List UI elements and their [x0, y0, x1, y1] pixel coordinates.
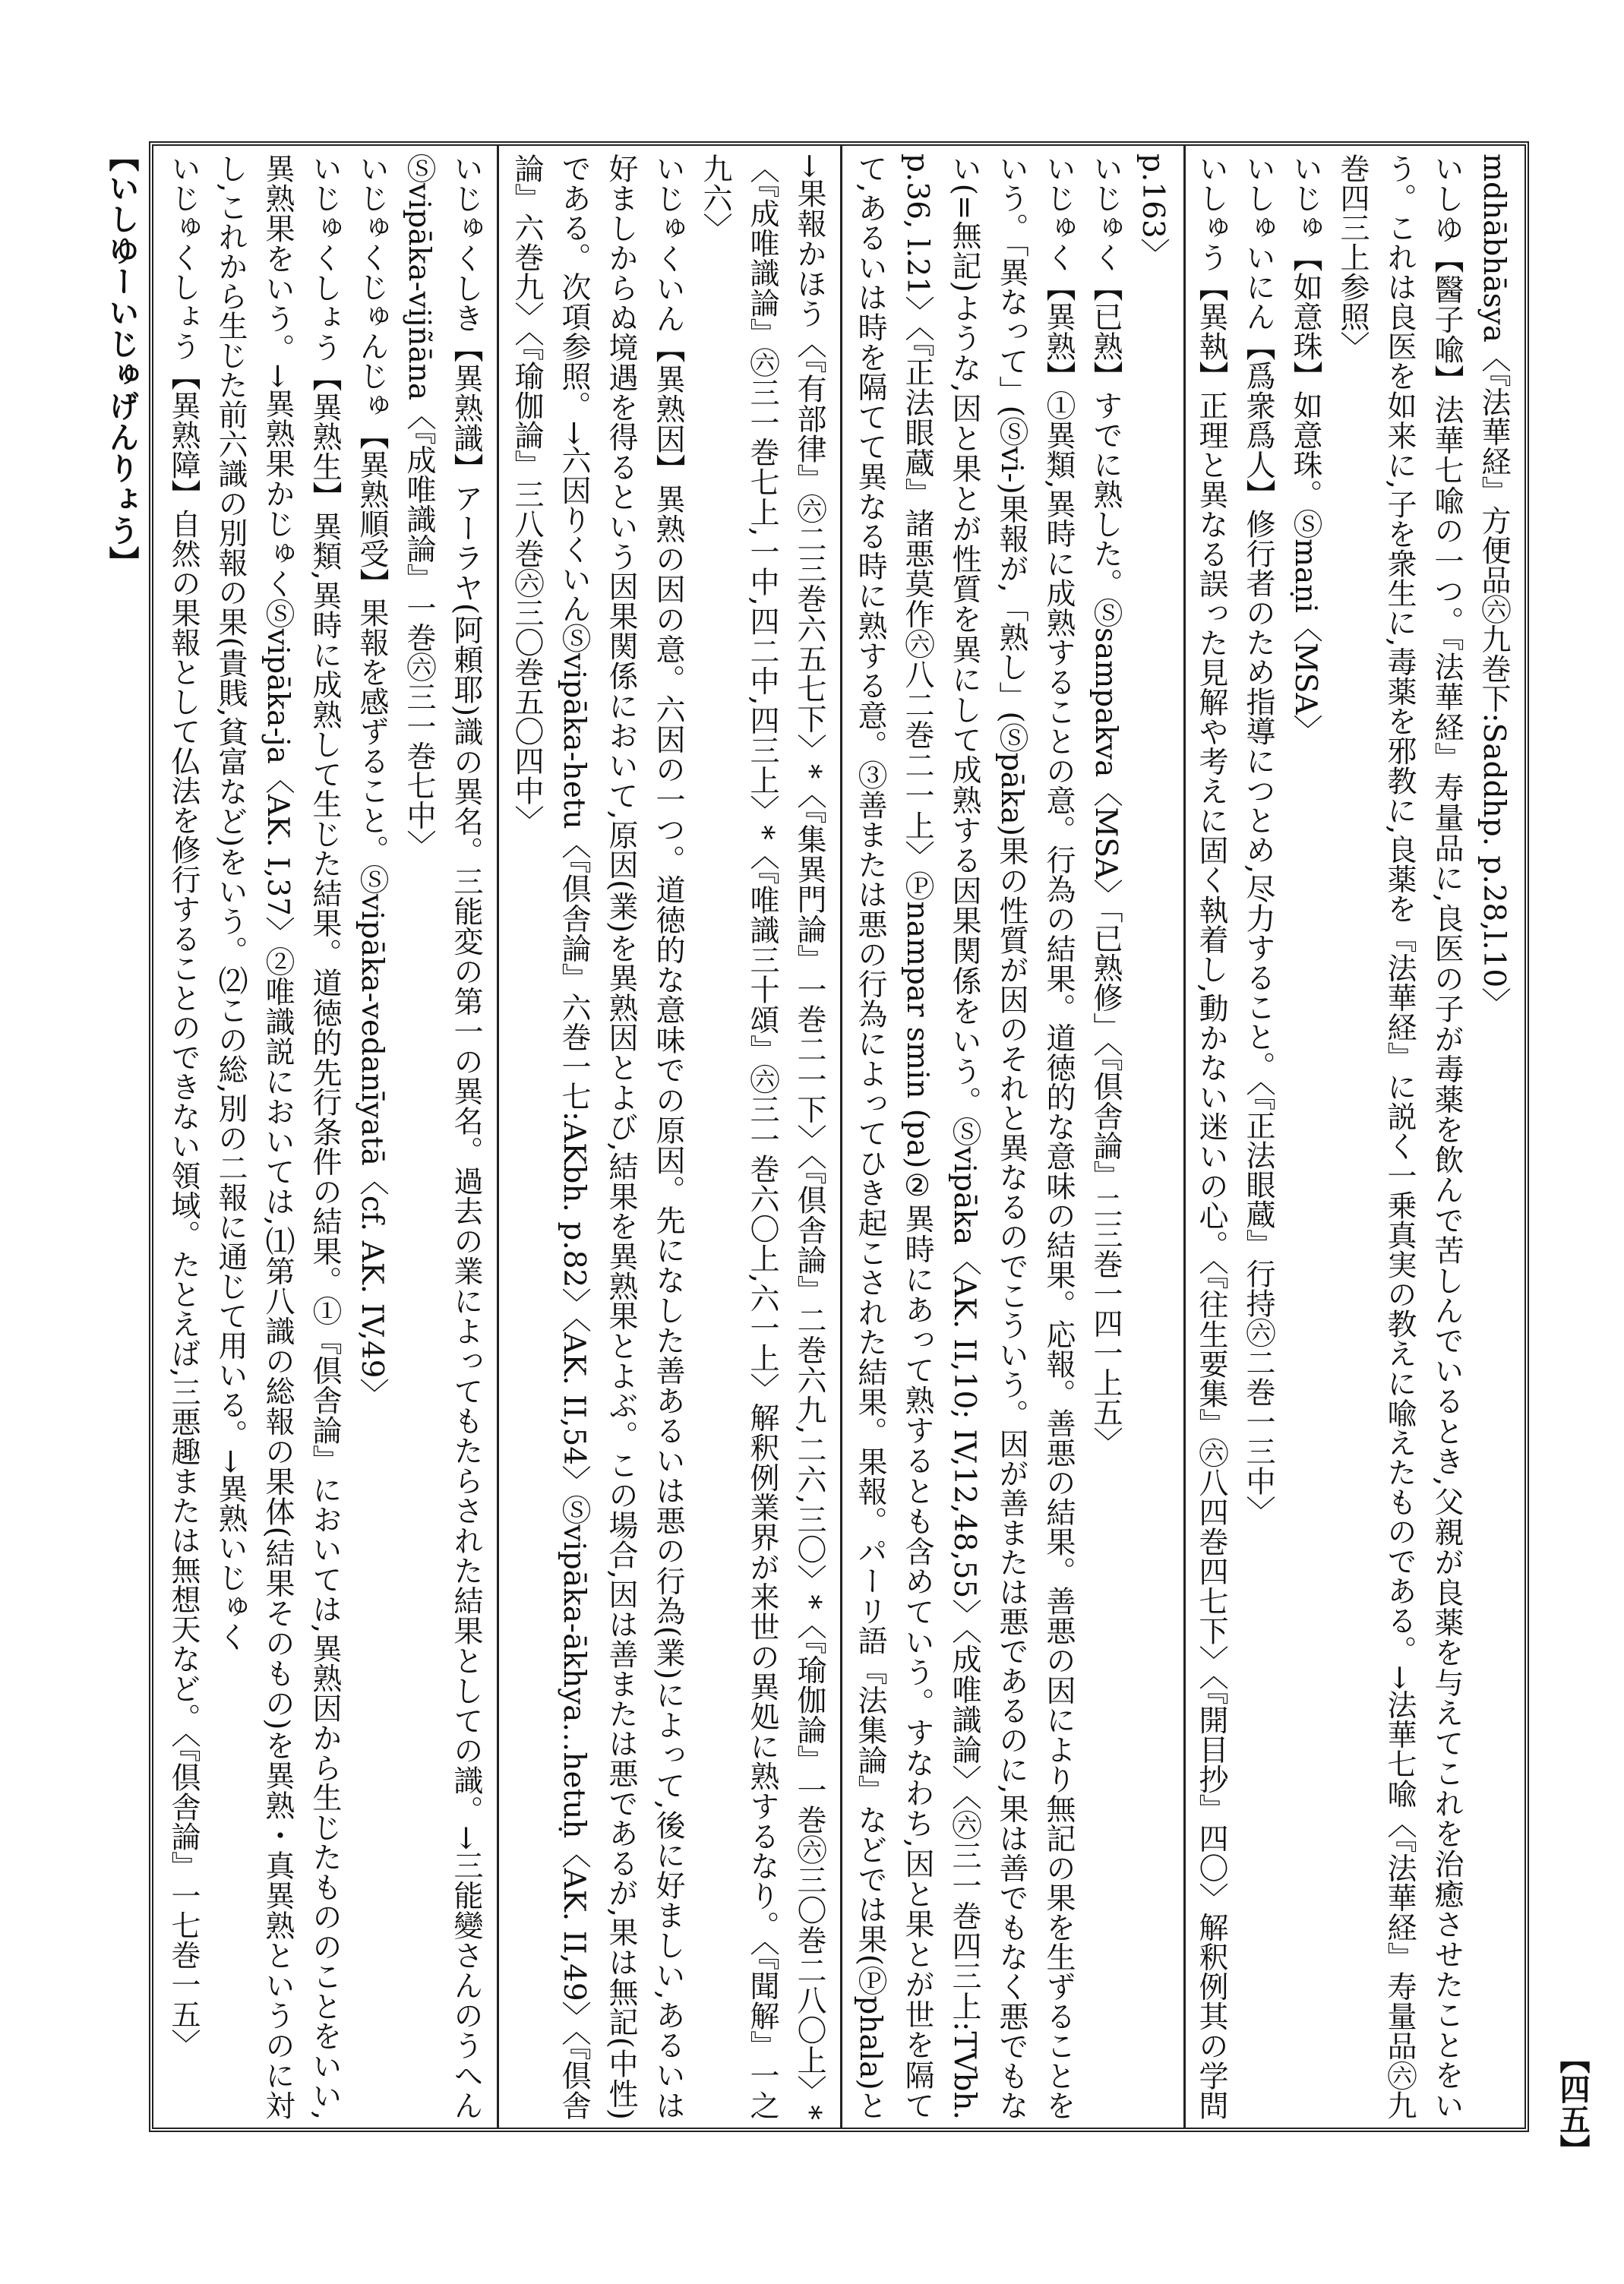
dictionary-entry: いじゅく【已熟】すでに熟した。Ⓢsampakva〈MSA〉「已熟修」〈『倶舎論』二三巻一四一上五〉 [1088, 153, 1123, 1457]
dictionary-entry: いじゅく【異熟】①異類,異時に成熟することの意。行為の結果。道徳的な意味の結果。応報。善悪の結果。善悪の因により無記の果を生ずることをいう。「異なって」(Ⓢvi-)果報が,「熟し」(Ⓢpāka)果の性質が因のそれと異なるのでこういう。因が善または悪であるのに,果は善でもなく悪でもない(=無記)ような,因と果とが性質を異にして成熟する因果関係をいう。Ⓢvipāka〈AK. II,10; IV,12,48,55〉〈成唯識論〉〈㊅三一巻四三上:TVbh. p.36, l.21〉〈『正法眼蔵』諸悪莫作㊅八二巻二一上〉Ⓟnampar smin (pa)②異時にあって熟するとも含めていう。すなわち,因と果とが世を隔てて,あるいは時を隔てて異なる時に熟する意。③善または悪の行為によってひき起こされた結果。果報。パーリ語『法集論』などでは果(Ⓟphala)と [853, 153, 1076, 2120]
page-number: 【四五】 [1555, 2043, 1590, 2165]
page-frame [149, 141, 1529, 2132]
dictionary-entry: いしゆ【醫子喩】法華七喩の一つ。『法華経』寿量品に,良医の子が毒薬を飲んで苦しんでいるとき,父親が良薬を与えてこれを治癒させたことをいう。これは良医を如来に,子を衆生に,毒薬を邪教に,良薬を『法華経』に説く一乗真実の教えに喩えたものである。→法華七喩〈『法華経』寿量品㊅九巻四三上参照〉 [1335, 153, 1464, 2120]
dictionary-entry: いじゅくいん【異熟因】異熟の因の意。六因の一つ。道徳的な意味での原因。先になした善あるいは悪の行為(業)によって,後に好ましい,あるいは好ましからぬ境遇を得るという因果関係において,原因(業)を異熟因とよび,結果を異熟果とよぶ。この場合,因は善または悪であるが,果は無記(中性)である。次項参照。→六因りくいんⓈvipāka-hetu〈『倶舎論』六巻一七:AKbh. p.82〉〈AK. II,54〉Ⓢvipāka-ākhya…hetuḥ〈AK. II,49〉〈『倶舎論』六巻九〉〈『瑜伽論』三八巻㊅三〇巻五〇四中〉 [510, 153, 685, 2120]
dictionary-entry: いしゅう【異執】正理と異なる誤った見解や考えに固く執着し,動かない迷いの心。〈『往生要集』㊅八四巻四七下〉〈『開目抄』四〇〉解釈例其の学問 [1194, 153, 1228, 2120]
column-4 [161, 153, 489, 2120]
dictionary-entry: いじゅくしょう【異熟生】異類,異時に成熟して生じた結果。道徳的先行条件の結果。①『倶舎論』においては,異熟因から生じたもののことをいい,異熟果をいう。→異熟果かじゅくⓈvipāka-ja〈AK. I,37〉②唯識説においては,⑴第八識の総報の果体(結果そのもの)を異熟・真異熟というのに対し,これから生じた前六識の別報の果(貴賎,貧富など)をいう。⑵この総,別の二報に通じて用いる。→異熟いじゅく [213, 153, 342, 2120]
dictionary-entry: mdhābhāsya〈『法華経』方便品㊅九巻下:Saddhp. p.28,l.10〉 [1477, 153, 1511, 1018]
dictionary-entry: いじゅ【如意珠】如意珠。Ⓢmaṇi〈MSA〉 [1288, 153, 1322, 744]
dictionary-entry: いじゅくじゅんじゅ【異熟順受】果報を感ずること。Ⓢvipāka-vedanīyatā〈cf. AK. IV,49〉 [355, 153, 389, 1408]
dictionary-entry: いじゅくしょう【異熟障】自然の果報として仏法を修行することのできない領域。たとえば,三悪趣または無想天など。〈『倶舎論』一七巻一五〉 [166, 153, 201, 2059]
running-title: 【いしゆーいじゅげんりょう】 [104, 141, 139, 577]
column-divider [840, 146, 842, 2128]
dictionary-entry: いしゅいにん【爲衆爲人】修行者のため指導につとめ,尽力すること。〈『正法眼蔵』行持㊅二巻一三中〉 [1241, 153, 1275, 1526]
column-3 [504, 153, 833, 2120]
dictionary-entry: いじゅくしき【異熟識】アーラヤ(阿頼耶)識の異名。三能変の第一の異名。過去の業によってもたらされた結果としての識。→三能變さんのうへんⓈvipāka-vijñāna〈『成唯識論』一巻㊅三一巻七中〉 [402, 153, 483, 2120]
dictionary-entry: →果報かほう〈『有部律』㊅二三巻六五七下〉*〈『集異門論』一巻二一下〉〈『倶舎論』二巻六九,二六,三〇〉*〈『瑜伽論』一巻㊅三〇巻二八〇上〉*〈『成唯識論』㊅三一巻七上,一中,四二中,四三上〉*〈『唯識三十頌』㊅三一巻六〇上,六一上〉解釈例業界が来世の異処に熟するなり。〈『聞解』一之九六〉 [698, 153, 826, 2120]
column-2 [848, 153, 1176, 2120]
column-1 [1191, 153, 1517, 2120]
column-divider [497, 146, 499, 2128]
dictionary-entry: p.163〉 [1136, 153, 1170, 268]
column-divider [1183, 146, 1186, 2128]
